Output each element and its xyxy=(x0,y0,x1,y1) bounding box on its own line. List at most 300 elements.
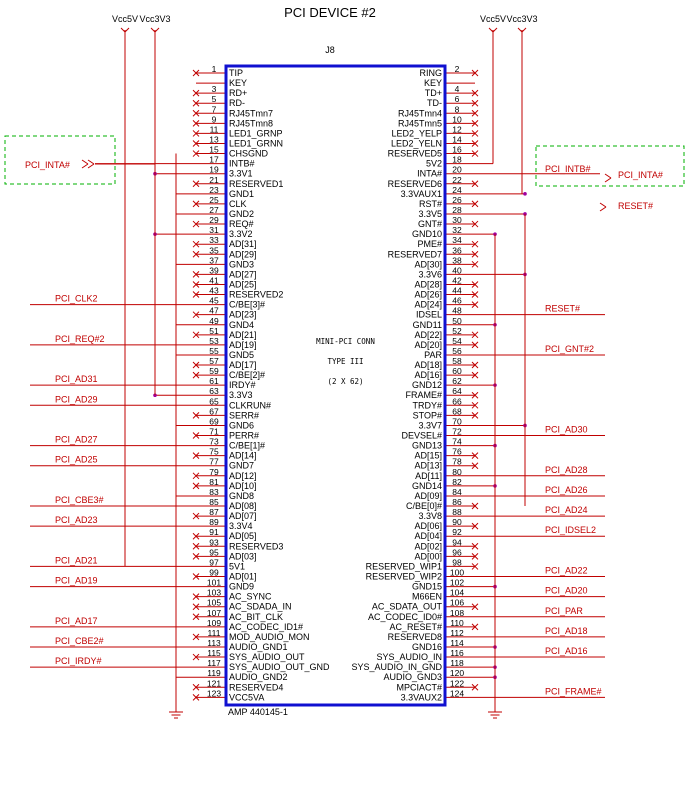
pin-number-left: 5 xyxy=(211,94,217,105)
pin-name-right: AUDIO_GND3 xyxy=(383,672,442,683)
pin-name-left: RESERVED4 xyxy=(229,682,284,693)
pin-name-right: GND15 xyxy=(411,581,442,592)
pin-name-right: RESERVED7 xyxy=(387,249,442,260)
pin-number-left: 83 xyxy=(209,486,219,497)
pin-number-left: 65 xyxy=(209,396,219,407)
pin-name-left: C/BE[3]# xyxy=(229,299,266,310)
pin-name-right: AD[24] xyxy=(414,299,442,310)
pin-number-right: 34 xyxy=(452,235,462,246)
pin-number-left: 29 xyxy=(209,215,219,226)
pin-name-left: RD+ xyxy=(229,88,248,99)
ground-symbol xyxy=(169,712,183,718)
pin-name-left: LED1_GRNN xyxy=(229,138,284,149)
pin-number-right: 120 xyxy=(449,668,465,679)
pin-name-right: INTA# xyxy=(417,168,442,179)
power-label: Vcc3V3 xyxy=(506,14,538,24)
pin-number-left: 95 xyxy=(209,547,219,558)
pin-name-right: TD+ xyxy=(424,88,442,99)
net-label-right: PCI_IDSEL2 xyxy=(545,525,597,536)
pin-name-left: GND7 xyxy=(229,460,255,471)
net-label-left: PCI_AD31 xyxy=(55,374,98,385)
pin-name-right: RESERVED_WIP1 xyxy=(365,561,442,572)
pin-name-right: MPCIACT# xyxy=(396,682,442,693)
net-label-left: PCI_AD29 xyxy=(55,394,98,405)
pin-number-right: 70 xyxy=(452,416,462,427)
pin-number-right: 114 xyxy=(450,637,464,648)
pin-name-left: RESERVED3 xyxy=(229,541,284,552)
pin-number-left: 107 xyxy=(206,607,222,618)
port-arrow xyxy=(82,160,88,164)
net-label-left: PCI_REQ#2 xyxy=(55,333,105,344)
junction-dot xyxy=(523,192,527,196)
port-arrow xyxy=(82,164,88,168)
pin-name-right: AD[20] xyxy=(414,339,442,350)
pin-name-left: AUDIO_GND2 xyxy=(229,672,288,683)
power-arrow xyxy=(151,28,155,32)
pin-number-right: 24 xyxy=(452,184,462,195)
pin-number-right: 80 xyxy=(452,466,462,477)
pin-number-left: 45 xyxy=(209,295,219,306)
pin-number-right: 112 xyxy=(450,627,464,638)
pin-number-right: 96 xyxy=(452,547,462,558)
pin-name-right: LED2_YELP xyxy=(391,128,442,139)
pin-number-left: 25 xyxy=(209,194,219,205)
net-label-left: PCI_AD19 xyxy=(55,575,98,586)
pin-number-left: 123 xyxy=(206,688,222,699)
pin-number-right: 106 xyxy=(449,597,465,608)
pin-name-left: AC_SYNC xyxy=(229,591,272,602)
pin-name-left: VCC5VA xyxy=(229,692,265,703)
pin-number-left: 55 xyxy=(209,345,219,356)
pin-number-left: 31 xyxy=(209,225,219,236)
pin-name-left: CLK xyxy=(229,198,247,209)
pin-name-left: 3.3V1 xyxy=(229,168,253,179)
pin-number-left: 13 xyxy=(209,134,219,145)
net-label-left: PCI_CLK2 xyxy=(55,293,98,304)
pin-name-left: AD[23] xyxy=(229,309,257,320)
pin-number-right: 60 xyxy=(452,366,462,377)
pin-name-right: SYS_AUDIO_IN_GND xyxy=(351,662,442,673)
pin-name-left: RJ45Tmn7 xyxy=(229,108,274,119)
pin-name-right: GND10 xyxy=(411,229,442,240)
pin-number-right: 26 xyxy=(452,194,462,205)
pin-number-left: 67 xyxy=(209,406,219,417)
port-label-intb-right: PCI_INTB# xyxy=(545,164,591,174)
pin-number-left: 101 xyxy=(206,577,222,588)
pin-number-left: 97 xyxy=(209,557,219,568)
pin-number-right: 40 xyxy=(452,265,462,276)
pin-number-left: 119 xyxy=(207,668,221,679)
pin-name-left: GND1 xyxy=(229,188,255,199)
pin-name-right: AD[30] xyxy=(414,259,442,270)
pin-name-left: RESERVED2 xyxy=(229,289,284,300)
pin-name-right: AD[16] xyxy=(414,370,442,381)
pin-number-right: 18 xyxy=(452,154,462,165)
pin-number-right: 42 xyxy=(452,275,462,286)
pin-name-right: AD[26] xyxy=(414,289,442,300)
pin-name-left: C/BE[1]# xyxy=(229,440,266,451)
pin-name-right: SYS_AUDIO_IN xyxy=(376,652,442,663)
pin-name-left: AD[12] xyxy=(229,470,257,481)
port-arrow xyxy=(600,203,606,207)
pin-number-left: 17 xyxy=(209,154,219,165)
net-label-right: PCI_AD18 xyxy=(545,625,588,636)
net-label-right: PCI_PAR xyxy=(545,605,583,616)
pin-number-left: 39 xyxy=(209,265,219,276)
pin-number-left: 93 xyxy=(209,537,219,548)
pin-number-right: 86 xyxy=(452,497,462,508)
pin-number-right: 84 xyxy=(452,486,462,497)
pin-number-right: 68 xyxy=(452,406,462,417)
pin-name-right: GND14 xyxy=(411,480,442,491)
pin-number-left: 61 xyxy=(209,376,219,387)
pin-number-left: 105 xyxy=(206,597,222,608)
pin-name-right: DEVSEL# xyxy=(401,430,442,441)
pin-number-left: 121 xyxy=(206,678,222,689)
port-arrow xyxy=(605,178,611,182)
pin-number-left: 111 xyxy=(207,627,221,638)
pin-number-right: 92 xyxy=(452,527,462,538)
port-label-inta-left: PCI_INTA# xyxy=(25,160,70,170)
pin-number-left: 11 xyxy=(209,124,219,135)
pin-name-right: IDSEL xyxy=(415,309,442,320)
pin-number-left: 49 xyxy=(209,315,219,326)
net-label-right: RESET# xyxy=(545,303,581,314)
pin-name-right: M66EN xyxy=(411,591,442,602)
pin-name-right: AD[00] xyxy=(414,551,442,562)
pin-number-left: 79 xyxy=(209,466,219,477)
net-label-right: PCI_AD20 xyxy=(545,585,588,596)
pin-number-left: 71 xyxy=(209,426,219,437)
pin-name-right: RJ45Tmn4 xyxy=(397,108,442,119)
port-arrow xyxy=(605,174,611,178)
pin-name-left: AD[21] xyxy=(229,329,257,340)
pin-name-left: CLKRUN# xyxy=(229,400,272,411)
port-label-reset: RESET# xyxy=(618,201,654,211)
pin-number-right: 16 xyxy=(452,144,462,155)
pin-number-right: 6 xyxy=(454,94,460,105)
pin-number-left: 1 xyxy=(211,64,217,74)
pin-name-right: RING xyxy=(419,68,442,78)
pin-name-left: AUDIO_GND1 xyxy=(229,641,288,652)
pin-number-left: 59 xyxy=(209,366,219,377)
pin-name-right: RESERVED8 xyxy=(387,631,442,642)
pin-number-right: 100 xyxy=(449,567,465,578)
pin-name-right: PME# xyxy=(417,239,442,250)
pin-name-right: GND16 xyxy=(411,641,442,652)
pin-number-right: 116 xyxy=(450,648,464,659)
pin-number-left: 113 xyxy=(207,637,221,648)
pin-name-left: GND8 xyxy=(229,490,255,501)
pin-number-right: 66 xyxy=(452,396,462,407)
pin-name-right: STOP# xyxy=(412,410,442,421)
pin-name-right: 3.3VAUX1 xyxy=(400,188,442,199)
pin-number-left: 115 xyxy=(207,648,221,659)
net-label-right: PCI_AD28 xyxy=(545,464,588,475)
pin-number-right: 20 xyxy=(452,164,462,175)
pin-number-right: 98 xyxy=(452,557,462,568)
pin-name-right: RESERVED6 xyxy=(387,178,442,189)
net-label-right: PCI_AD24 xyxy=(545,505,588,516)
connector-inner-type: TYPE III xyxy=(327,357,364,366)
pin-number-right: 118 xyxy=(450,658,464,669)
pin-number-right: 110 xyxy=(450,617,464,628)
pin-name-left: AD[19] xyxy=(229,339,257,350)
connector-reference: J8 xyxy=(325,45,335,55)
pin-number-left: 109 xyxy=(206,617,222,628)
pin-name-left: SERR# xyxy=(229,410,260,421)
pin-name-left: AD[14] xyxy=(229,450,257,461)
pin-name-left: 3.3V2 xyxy=(229,229,253,240)
net-label-left: PCI_AD25 xyxy=(55,454,98,465)
pin-number-right: 78 xyxy=(452,456,462,467)
net-label-right: PCI_AD22 xyxy=(545,565,588,576)
pin-name-left: GND5 xyxy=(229,349,255,360)
pin-number-right: 104 xyxy=(449,587,465,598)
pin-number-right: 4 xyxy=(454,84,460,95)
pin-name-left: RJ45Tmn8 xyxy=(229,118,274,129)
pin-number-right: 54 xyxy=(452,335,462,346)
pin-number-right: 76 xyxy=(452,446,462,457)
pin-name-right: PAR xyxy=(424,349,442,360)
pin-name-right: GND11 xyxy=(412,319,442,330)
pin-name-right: AD[15] xyxy=(414,450,442,461)
pin-number-right: 94 xyxy=(452,537,462,548)
pin-name-right: 3.3V7 xyxy=(418,420,442,431)
pin-number-right: 124 xyxy=(449,688,465,699)
net-label-left: PCI_AD23 xyxy=(55,515,98,526)
net-label-right: PCI_AD30 xyxy=(545,424,588,435)
pin-name-left: AD[31] xyxy=(229,239,257,250)
pin-name-right: RESERVED_WIP2 xyxy=(365,571,442,582)
pin-name-left: AD[10] xyxy=(229,480,257,491)
pin-number-right: 82 xyxy=(452,476,462,487)
net-label-left: PCI_CBE2# xyxy=(55,635,104,646)
pin-number-left: 37 xyxy=(209,255,219,266)
pin-number-right: 32 xyxy=(452,225,462,236)
pin-name-left: AD[08] xyxy=(229,501,257,512)
pin-number-right: 102 xyxy=(449,577,465,588)
pin-number-left: 43 xyxy=(209,285,219,296)
pin-name-right: TD- xyxy=(427,98,442,109)
pin-name-left: TIP xyxy=(229,68,244,78)
pin-number-left: 19 xyxy=(209,164,219,175)
pin-name-right: 3.3V8 xyxy=(418,511,442,522)
page-title: PCI DEVICE #2 xyxy=(284,5,376,20)
pin-number-left: 23 xyxy=(209,184,219,195)
net-label-right: PCI_AD16 xyxy=(545,646,588,657)
pin-number-left: 117 xyxy=(207,658,221,669)
power-arrow xyxy=(489,28,493,32)
net-label-right: PCI_GNT#2 xyxy=(545,343,595,354)
pin-number-left: 103 xyxy=(206,587,222,598)
pin-number-right: 52 xyxy=(452,325,462,336)
pin-number-right: 36 xyxy=(452,245,462,256)
pin-number-left: 53 xyxy=(209,335,219,346)
pin-name-left: AD[03] xyxy=(229,551,257,562)
pin-number-right: 48 xyxy=(452,305,462,316)
power-arrow xyxy=(522,28,526,32)
port-label-inta-right: PCI_INTA# xyxy=(618,170,663,180)
pin-number-left: 57 xyxy=(209,356,219,367)
pin-name-left: 3.3V3 xyxy=(229,390,253,401)
pin-name-left: SYS_AUDIO_OUT xyxy=(229,652,305,663)
pin-name-right: RST# xyxy=(418,198,442,209)
pin-name-left: GND9 xyxy=(229,581,255,592)
pin-name-right: TRDY# xyxy=(412,400,442,411)
pin-number-left: 21 xyxy=(209,174,219,185)
pin-name-right: AD[11] xyxy=(415,470,442,481)
pin-name-right: 3.3V5 xyxy=(418,208,442,219)
pin-name-left: AC_BIT_CLK xyxy=(229,611,284,622)
pin-number-right: 58 xyxy=(452,356,462,367)
pin-name-right: 3.3V6 xyxy=(418,269,442,280)
pin-number-right: 74 xyxy=(452,436,462,447)
pin-number-left: 91 xyxy=(209,527,219,538)
pin-number-left: 81 xyxy=(209,476,219,487)
pin-number-right: 108 xyxy=(449,607,465,618)
pin-number-left: 51 xyxy=(209,325,219,336)
pin-number-left: 33 xyxy=(209,235,219,246)
pin-name-left: PERR# xyxy=(229,430,260,441)
pin-number-right: 28 xyxy=(452,204,462,215)
pin-number-left: 77 xyxy=(209,456,219,467)
pin-name-right: C/BE[0]# xyxy=(405,501,442,512)
pin-name-right: AC_RESET# xyxy=(389,621,442,632)
pin-number-left: 89 xyxy=(209,517,219,528)
ground-symbol xyxy=(488,712,502,718)
pin-number-right: 50 xyxy=(452,315,462,326)
pin-name-left: 3.3V4 xyxy=(229,521,253,532)
pin-name-right: 3.3VAUX2 xyxy=(400,692,442,703)
port-arrow xyxy=(88,160,94,164)
pin-number-right: 14 xyxy=(452,134,462,145)
pin-name-right: KEY xyxy=(423,78,442,89)
pin-name-left: REQ# xyxy=(229,219,254,230)
pin-name-right: AD[18] xyxy=(414,360,442,371)
pin-number-left: 9 xyxy=(211,114,217,125)
pin-name-left: AD[25] xyxy=(229,279,257,290)
net-label-left: PCI_AD21 xyxy=(55,555,98,566)
pin-name-left: AD[29] xyxy=(229,249,257,260)
pin-name-right: 5V2 xyxy=(425,158,442,169)
pin-number-left: 69 xyxy=(209,416,219,427)
pin-number-left: 27 xyxy=(209,204,219,215)
pin-name-left: AD[27] xyxy=(229,269,257,280)
pin-name-left: AD[01] xyxy=(229,571,257,582)
pin-name-right: AC_CODEC_ID0# xyxy=(367,611,442,622)
net-label-left: PCI_AD27 xyxy=(55,434,98,445)
net-label-left: PCI_AD17 xyxy=(55,615,98,626)
pin-name-right: AD[04] xyxy=(414,531,442,542)
pin-name-left: CHSGND xyxy=(229,148,269,159)
pin-number-left: 85 xyxy=(209,497,219,508)
pin-name-left: C/BE[2]# xyxy=(229,370,266,381)
pin-name-left: 5V1 xyxy=(229,561,246,572)
power-label: Vcc5V xyxy=(111,14,139,24)
pin-name-left: AD[17] xyxy=(229,360,257,371)
pin-number-right: 38 xyxy=(452,255,462,266)
pin-name-left: AD[07] xyxy=(229,511,257,522)
pin-name-left: GND3 xyxy=(229,259,255,270)
pin-name-left: AD[05] xyxy=(229,531,257,542)
pin-name-right: GND13 xyxy=(411,440,442,451)
pin-name-right: LED2_YELN xyxy=(390,138,442,149)
pin-number-right: 12 xyxy=(452,124,462,135)
pin-number-left: 47 xyxy=(209,305,219,316)
pin-number-right: 46 xyxy=(452,295,462,306)
pin-number-left: 63 xyxy=(209,386,219,397)
pin-name-left: RESERVED1 xyxy=(229,178,284,189)
pin-name-left: GND2 xyxy=(229,208,255,219)
pin-number-right: 88 xyxy=(452,507,462,518)
pin-name-right: AD[02] xyxy=(414,541,442,552)
pin-name-left: GND6 xyxy=(229,420,255,431)
pin-name-right: AD[28] xyxy=(414,279,442,290)
pin-number-right: 2 xyxy=(454,64,460,74)
pin-name-right: GND12 xyxy=(411,380,442,391)
pin-number-left: 35 xyxy=(209,245,219,256)
pin-number-right: 72 xyxy=(452,426,462,437)
power-label: Vcc3V3 xyxy=(139,14,171,24)
pin-number-left: 99 xyxy=(209,567,219,578)
pin-name-right: AD[13] xyxy=(414,460,442,471)
pin-number-right: 30 xyxy=(452,215,462,226)
pin-name-left: LED1_GRNP xyxy=(229,128,283,139)
power-label: Vcc5V xyxy=(479,14,507,24)
net-label-right: PCI_AD26 xyxy=(545,484,588,495)
pin-name-right: GNT# xyxy=(417,219,442,230)
pin-number-left: 75 xyxy=(209,446,219,457)
power-arrow xyxy=(493,28,497,32)
pin-number-left: 15 xyxy=(209,144,219,155)
pin-number-right: 10 xyxy=(452,114,462,125)
pin-name-left: GND4 xyxy=(229,319,255,330)
power-arrow xyxy=(518,28,522,32)
pin-number-left: 3 xyxy=(211,84,217,95)
pin-name-right: AD[22] xyxy=(414,329,442,340)
power-arrow xyxy=(121,28,125,32)
pin-name-right: RESERVED5 xyxy=(387,148,442,159)
pin-name-right: RJ45Tmn5 xyxy=(397,118,442,129)
pin-number-right: 64 xyxy=(452,386,462,397)
power-arrow xyxy=(155,28,159,32)
pin-name-left: MOD_AUDIO_MON xyxy=(229,631,310,642)
port-arrow xyxy=(88,164,94,168)
pin-number-left: 73 xyxy=(209,436,219,447)
pin-name-left: RD- xyxy=(229,98,245,109)
pin-name-right: AD[06] xyxy=(414,521,442,532)
pin-name-right: AC_SDATA_OUT xyxy=(371,601,442,612)
pin-number-right: 90 xyxy=(452,517,462,528)
pin-number-right: 122 xyxy=(449,678,465,689)
power-arrow xyxy=(125,28,129,32)
pin-number-left: 87 xyxy=(209,507,219,518)
connector-part-number: AMP 440145-1 xyxy=(228,707,288,717)
pin-name-left: KEY xyxy=(229,78,248,89)
pin-number-right: 22 xyxy=(452,174,462,185)
pin-name-right: AD[09] xyxy=(414,490,442,501)
connector-inner-name: MINI-PCI CONN xyxy=(316,337,375,346)
pin-number-left: 7 xyxy=(211,104,217,115)
pin-name-left: INTB# xyxy=(229,158,255,169)
pin-number-right: 62 xyxy=(452,376,462,387)
pin-name-left: IRDY# xyxy=(229,380,256,391)
connector-inner-size: (2 X 62) xyxy=(327,377,364,386)
pin-name-right: FRAME# xyxy=(405,390,442,401)
net-label-right: PCI_FRAME# xyxy=(545,686,602,697)
net-label-left: PCI_IRDY# xyxy=(55,656,102,667)
